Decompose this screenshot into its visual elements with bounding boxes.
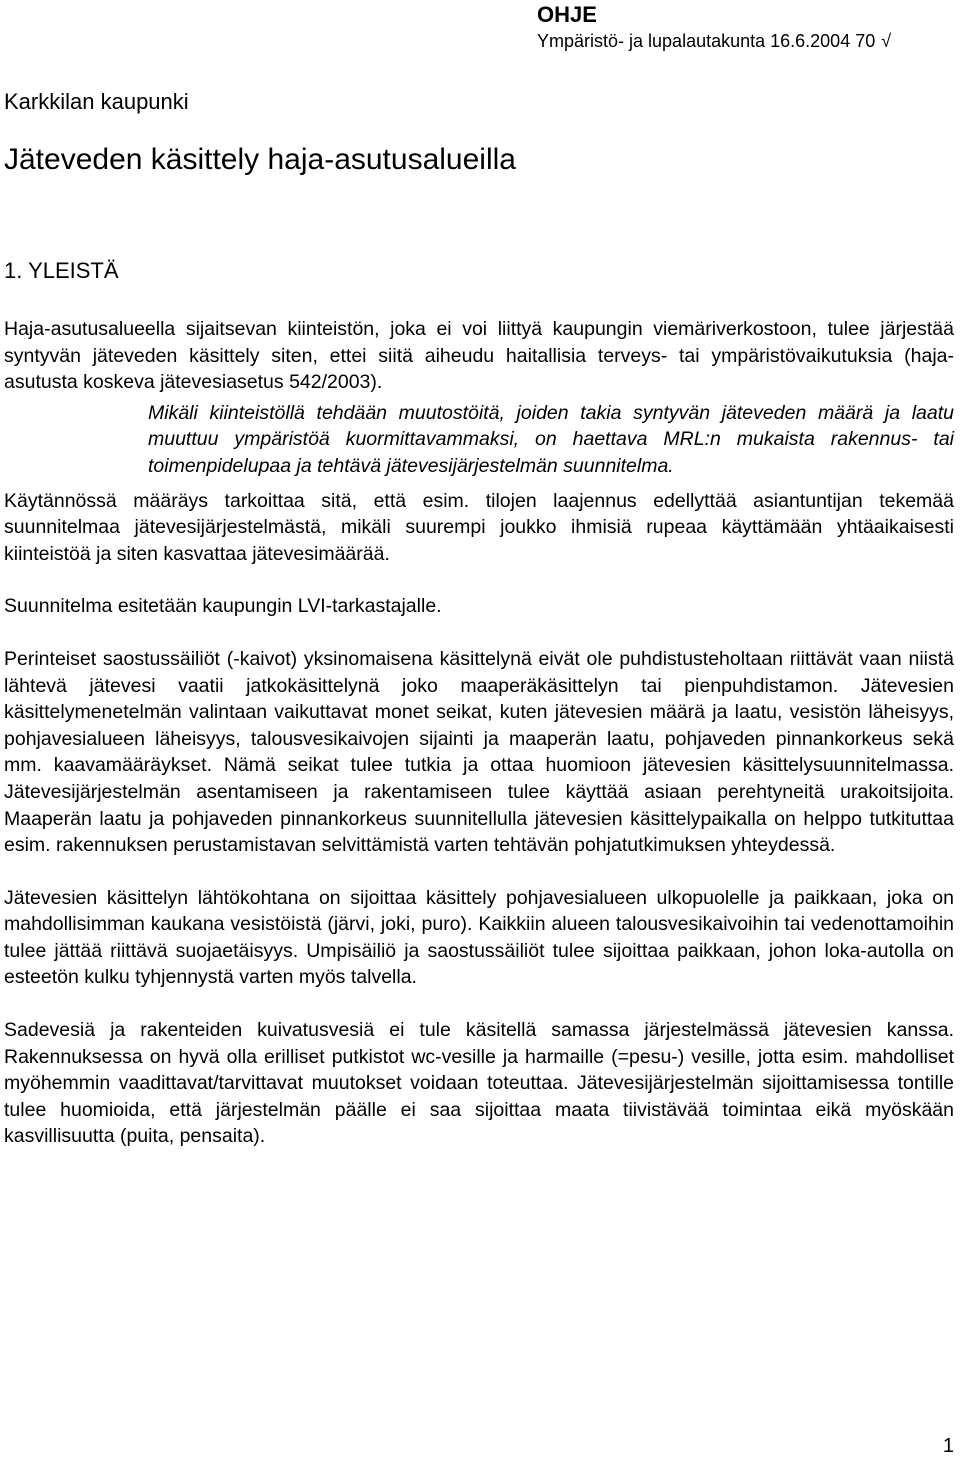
document-meta bbox=[537, 28, 891, 54]
organization-name: Karkkilan kaupunki bbox=[4, 89, 189, 114]
paragraph-stormwater: Sadevesiä ja rakenteiden kuivatusvesiä ei tule käsitellä samassa järjestelmässä jätevesien kanssa. Rakennuksessa on hyvä olla erilliset putkistot wc-vesille ja harmaille (=pesu-) vesille, jotta esim. mahdolliset myöhemmin vaadittavat/tarvittavat muutokset voidaan toteuttaa. Jätevesijärjestelmän sijoittamisessa tontille tulee huomioida, että järjestelmän päälle ei saa sijoittaa maata tiivistävää toimintaa eikä myöskään kasvillisuutta (puita, pensaita). bbox=[4, 1019, 954, 1148]
page-title: Jäteveden käsittely haja-asutusalueilla bbox=[4, 143, 516, 176]
paragraph-siting: Jätevesien käsittelyn lähtökohtana on sijoittaa käsittely pohjavesialueen ulkopuolelle ja paikkaan, joka on mahdollisimman kaukana vesistöistä (järvi, joki, puro). Kaikkiin alueen talousvesikaivoihin tai vedenottamoihin tulee jättää riittävä suojaetäisyys. Umpisäiliö ja saostussäiliöt tulee sijoittaa paikkaan, johon loka-autolla on esteetön kulku tyhjennystä varten myös talvella. bbox=[4, 886, 954, 989]
paragraph-practice: Käytännössä määräys tarkoittaa sitä, että esim. tilojen laajennus edellyttää asiantuntijan tekemää suunnitelmaa jätevesijärjestelmästä, mikäli suurempi joukko ihmisiä rupeaa käyttämään yhtäaikaisesti kiinteistöä ja siten kasvattaa jätevesimäärää. bbox=[4, 489, 954, 565]
document-body bbox=[4, 316, 954, 1150]
document-type: OHJE bbox=[537, 2, 597, 27]
paragraph-intro: Haja-asutusalueella sijaitsevan kiinteistön, joka ei voi liittyä kaupungin viemäriverkostoon, tulee järjestää syntyvän jäteveden käsittely siten, ettei siitä aiheudu haitallisia terveys- tai ympäristövaikutuksia (haja-asutusta koskeva jätevesiasetus 542/2003). bbox=[4, 318, 954, 394]
section-heading: 1. YLEISTÄ bbox=[4, 258, 119, 283]
document-header bbox=[537, 2, 891, 54]
paragraph-italic-note: Mikäli kiinteistöllä tehdään muutostöitä, joiden takia syntyvän jäteveden määrä ja laatu muuttuu ympäristöä kuormittavammaksi, on haettava MRL:n mukaista rakennus- tai toimenpidelupaa ja tehtävä jätevesijärjestelmän suunnitelma. bbox=[148, 401, 954, 477]
paragraph-septic-tanks: Perinteiset saostussäiliöt (-kaivot) yksinomaisena käsittelynä eivät ole puhdistusteholtaan riittävät vaan niistä lähtevä jätevesi vaatii jatkokäsittelynä joko maaperäkäsittelyn tai pienpuhdistamon. Jätevesien käsittelymenetelmän valintaan vaikuttavat monet seikat, kuten jätevesien määrä ja laatu, vesistön läheisyys, pohjavesialueen läheisyys, talousvesikaivojen sijainti ja maaperän laatu, pohjaveden pinnankorkeus sekä mm. kaavamääräykset. Nämä seikat tulee tutkia ja ottaa huomioon jätevesien käsittelysuunnitelmassa. Jätevesijärjestelmän asentamiseen ja rakentamiseen tulee käyttää asiaan perehtyneitä urakoitsijoita. Maaperän laatu ja pohjaveden pinnankorkeus suunnitellulla jätevesien käsittelypaikalla on helppo tutkituttaa esim. rakennuksen perustamistavan selvittämistä varten tehtävän pohjatutkimuksen yhteydessä. bbox=[4, 647, 954, 857]
meeting-info: Ympäristö- ja lupalautakunta 16.6.2004 70 bbox=[537, 31, 876, 51]
page-number: 1 bbox=[942, 1435, 954, 1457]
checkmark-icon: √ bbox=[881, 31, 892, 51]
paragraph-plan-submission: Suunnitelma esitetään kaupungin LVI-tarkastajalle. bbox=[4, 595, 442, 618]
